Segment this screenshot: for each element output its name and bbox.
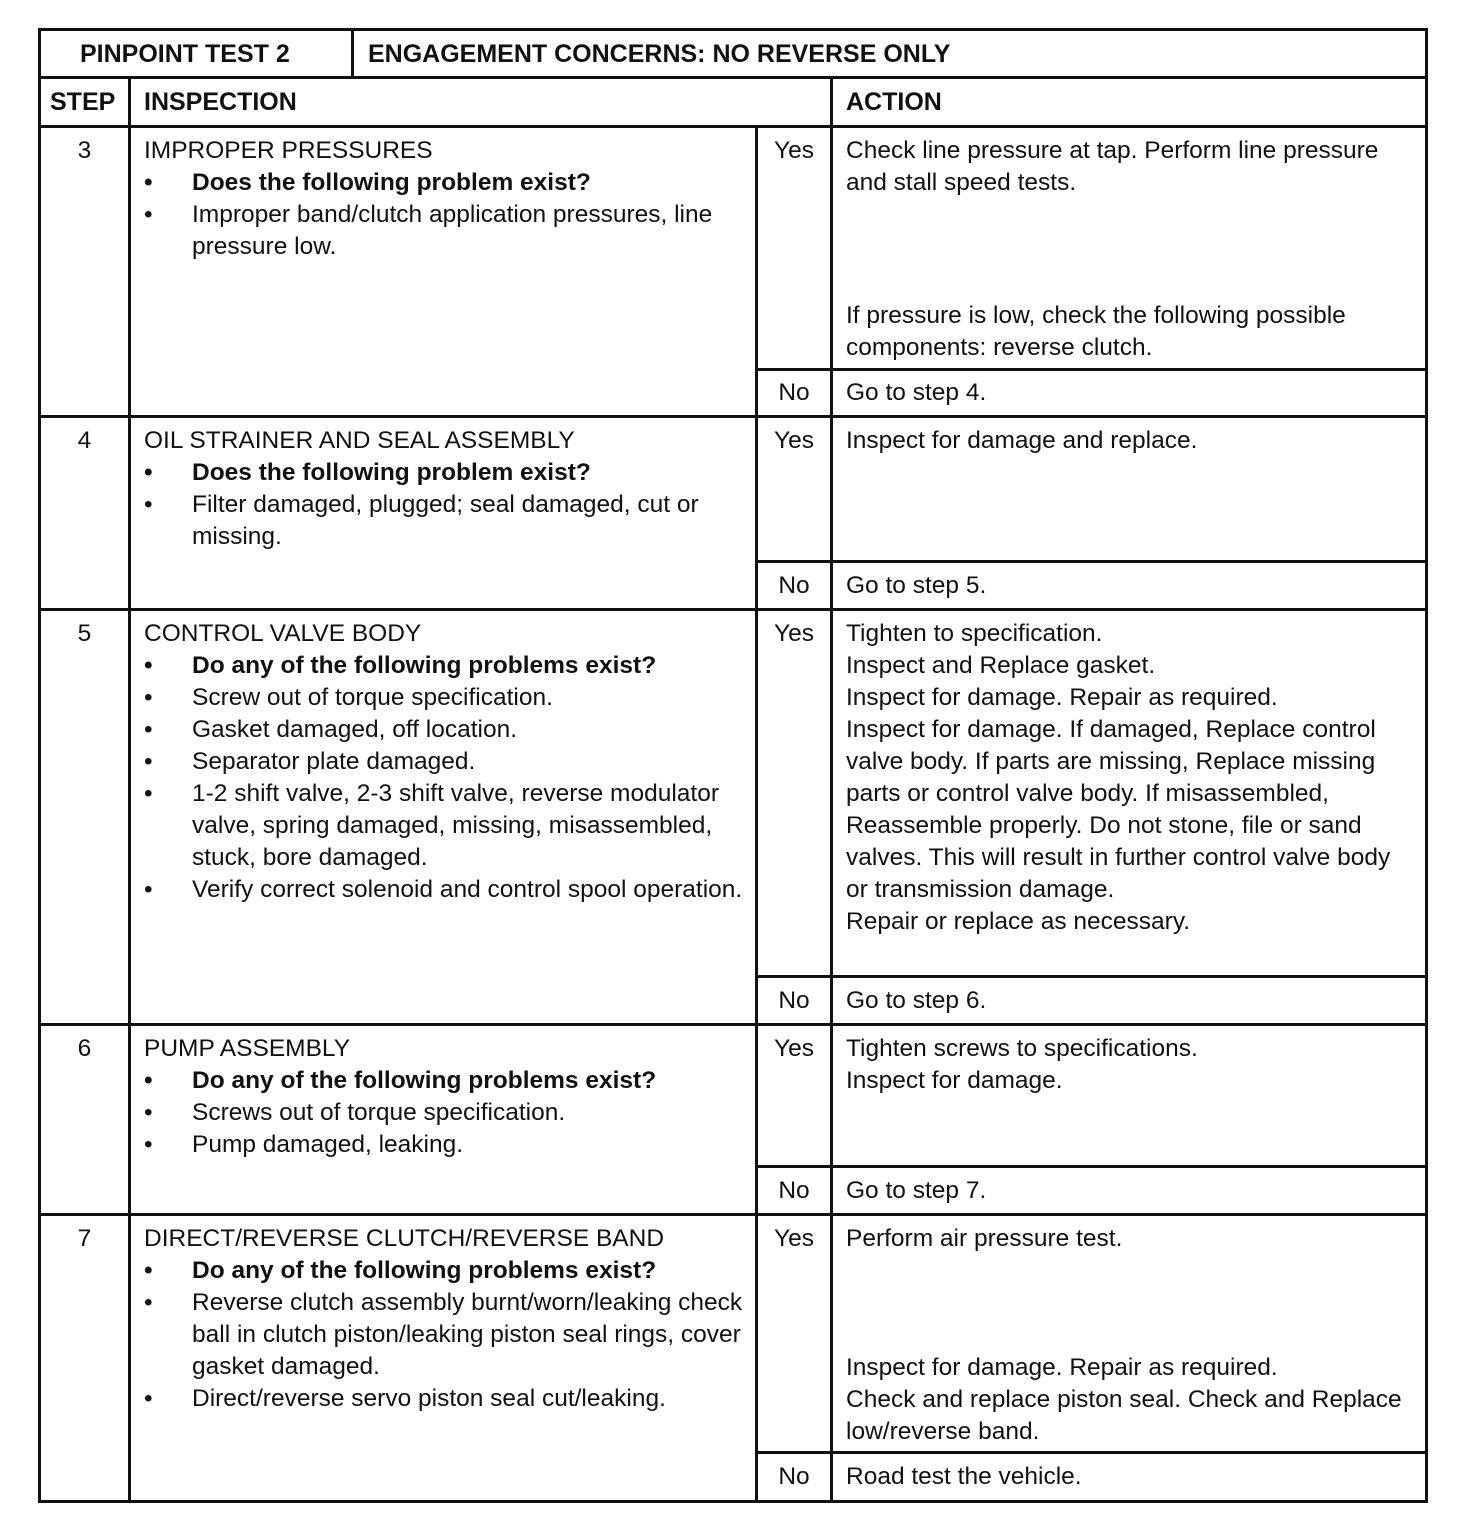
step-6-no-label: No [778,1177,810,1204]
step-7-yes-action-1: Perform air pressure test. [846,1225,1123,1252]
step-5-question: • Do any of the following problems exist? [144,650,744,682]
step-4-no-action: Go to step 5. [846,572,987,599]
step-4-yes-action-1: Inspect for damage and replace. [846,427,1198,454]
step-5-no-action: Go to step 6. [846,987,987,1014]
step-5-bullet-4: • 1-2 shift valve, 2-3 shift valve, reverse modulator valve, spring damaged, missing, misassembled, stuck, bore damaged. [144,778,744,874]
step-7-yes-action-2: Inspect for damage. Repair as required. [846,1354,1278,1381]
step-5-number-cell [38,608,131,1026]
step-6-bullet-2: • Pump damaged, leaking. [144,1129,744,1161]
step-3-no-action: Go to step 4. [846,379,987,406]
step-7-no-action: Road test the vehicle. [846,1463,1082,1490]
step-5-yes-action [846,618,1414,938]
pinpoint-test-table [38,28,1428,1503]
step-7-no-label: No [778,1463,810,1490]
step-3-no-label: No [778,379,810,406]
step-5-bullet-3: • Separator plate damaged. [144,746,744,778]
step-4-number: 4 [77,427,92,454]
step-5-yes-action-2: Inspect and Replace gasket. [846,652,1156,679]
step-6-question: • Do any of the following problems exist? [144,1065,744,1097]
step-5-title: CONTROL VALVE BODY [144,620,422,647]
step-6-yes-action [846,1033,1406,1097]
step-7-yes-label: Yes [774,1225,814,1252]
step-7-bullet-2: • Direct/reverse servo piston seal cut/leaking. [144,1383,744,1415]
step-5-bullet-1: • Screw out of torque specification. [144,682,744,714]
step-5-yes-action-4: Inspect for damage. If damaged, Replace control valve body. If parts are missing, Replace missing parts or control valve body. If misassembled, Reassemble properly. Do not stone, file or sand valves. This will result in further control valve body or transmission damage. [846,716,1391,903]
step-6-no-action: Go to step 7. [846,1177,987,1204]
step-7-bullet-1: • Reverse clutch assembly burnt/worn/leaking check ball in clutch piston/leaking piston seal rings, cover gasket damaged. [144,1287,744,1383]
step-4-no-label: No [778,572,810,599]
step-7-question: • Do any of the following problems exist? [144,1255,744,1287]
step-5-no-label: No [778,987,810,1014]
step-3-yes-label: Yes [774,137,814,164]
step-7-number: 7 [77,1225,92,1252]
step-6-yes-action-1: Tighten screws to specifications. [846,1035,1198,1062]
step-4-title: OIL STRAINER AND SEAL ASSEMBLY [144,427,575,454]
step-5-inspection [144,618,744,906]
step-4-inspection [144,425,744,553]
test-title: ENGAGEMENT CONCERNS: NO REVERSE ONLY [368,39,951,68]
step-6-yes-action-2: Inspect for damage. [846,1067,1063,1094]
step-7-yes-action-rest [846,1352,1406,1448]
step-5-yes-action-3: Inspect for damage. Repair as required. [846,684,1278,711]
step-3-title: IMPROPER PRESSURES [144,137,433,164]
step-4-question: • Does the following problem exist? [144,457,744,489]
step-7-title: DIRECT/REVERSE CLUTCH/REVERSE BAND [144,1225,665,1252]
test-label: PINPOINT TEST 2 [80,39,290,68]
step-7-yes-action-3: Check and replace piston seal. Check and Replace low/reverse band. [846,1386,1402,1445]
step-5-yes-label: Yes [774,620,814,647]
step-6-bullet-1: • Screws out of torque specification. [144,1097,744,1129]
col-action-header: ACTION [846,88,942,116]
step-6-title: PUMP ASSEMBLY [144,1035,351,1062]
step-5-bullet-2: • Gasket damaged, off location. [144,714,744,746]
step-4-yes-label: Yes [774,427,814,454]
step-7-inspection [144,1223,744,1415]
step-4-bullet-1: • Filter damaged, plugged; seal damaged, cut or missing. [144,489,744,553]
step-3-bullet-1: • Improper band/clutch application pressures, line pressure low. [144,199,744,263]
step-6-number: 6 [77,1035,92,1062]
step-6-yes-label: Yes [774,1035,814,1062]
step-5-number: 5 [77,620,92,647]
step-7-number-cell [38,1213,131,1503]
step-3-yes-action-1: Check line pressure at tap. Perform line pressure and stall speed tests. [846,137,1379,196]
step-5-yes-action-5: Repair or replace as necessary. [846,908,1191,935]
col-inspection-header: INSPECTION [144,88,297,116]
col-step-header: STEP [50,88,116,116]
step-5-yes-action-1: Tighten to specification. [846,620,1103,647]
step-3-number: 3 [77,137,92,164]
step-3-question: • Does the following problem exist? [144,167,744,199]
step-3-number-cell [38,125,131,418]
step-5-bullet-5: • Verify correct solenoid and control spool operation. [144,874,744,906]
step-3-inspection [144,135,744,263]
step-6-inspection [144,1033,744,1161]
step-3-yes-action-2: If pressure is low, check the following possible components: reverse clutch. [846,302,1346,361]
step-5-yes-cell [755,608,833,978]
